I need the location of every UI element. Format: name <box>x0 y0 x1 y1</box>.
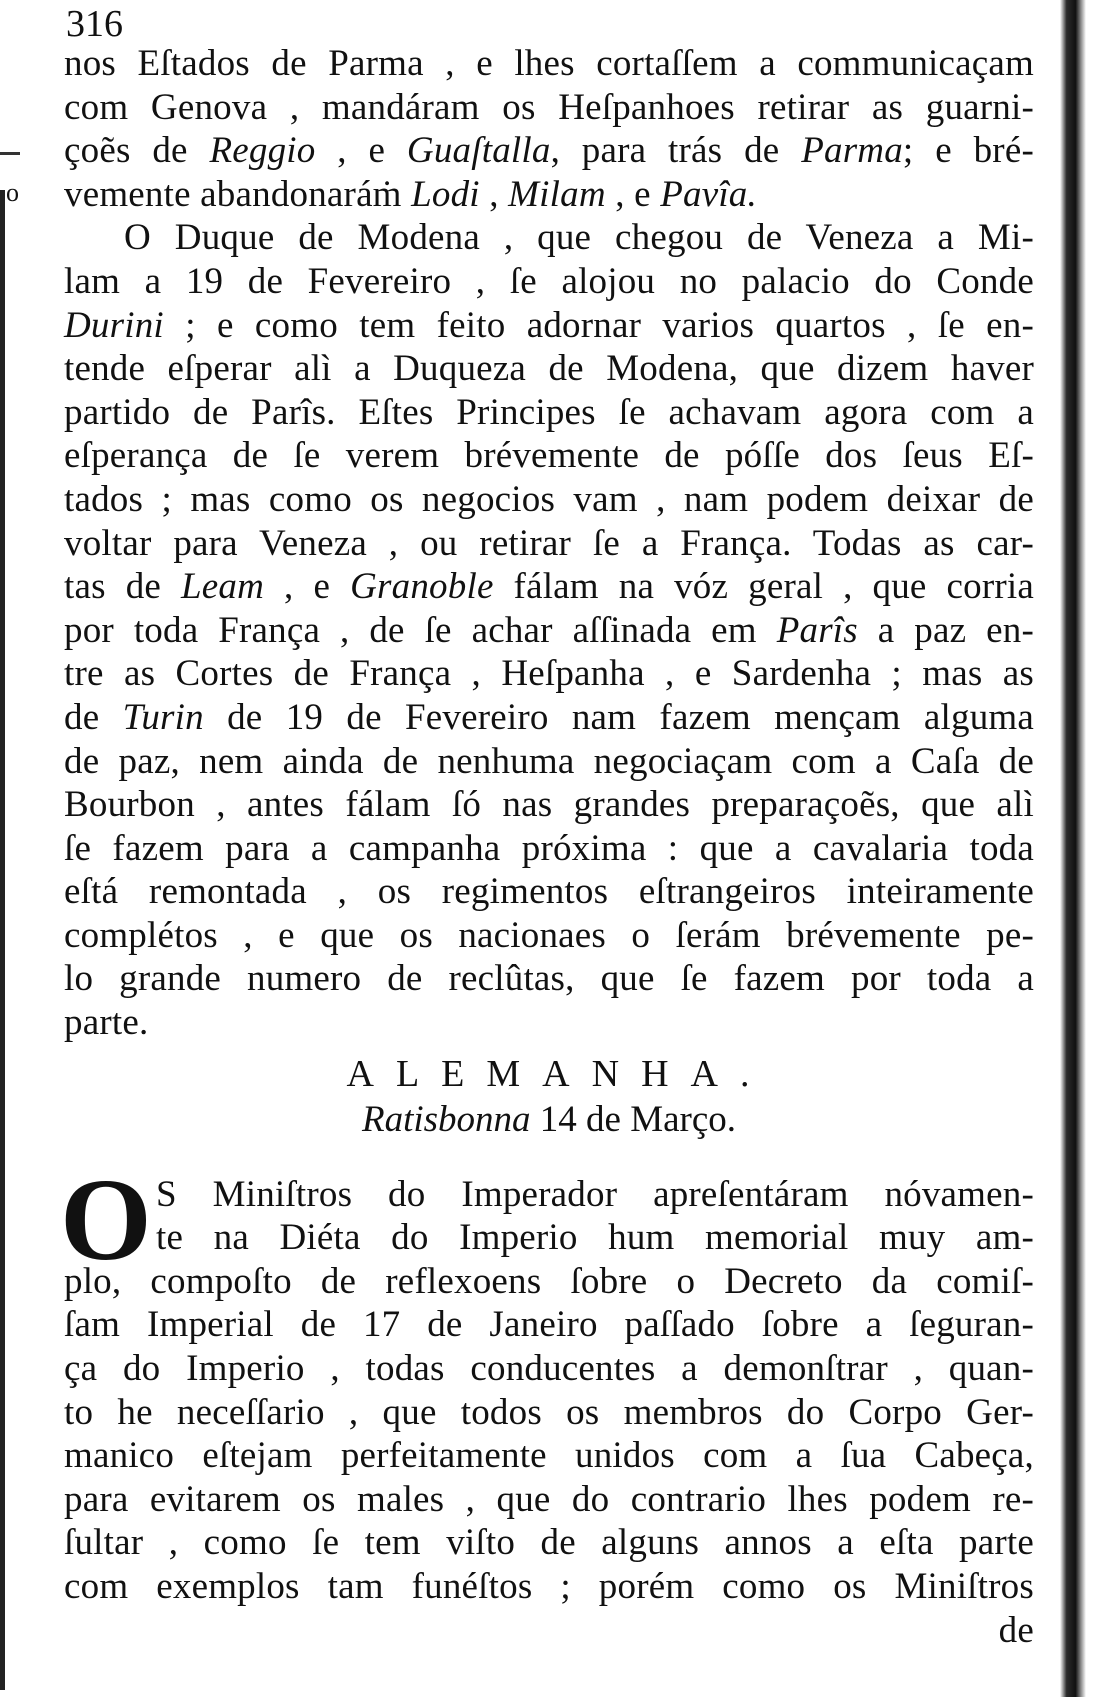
text-run: O Duque de Modena , que chegou de Veneza a Mi- <box>124 217 1034 259</box>
text-line <box>64 1216 1034 1260</box>
text-line <box>64 696 1034 740</box>
text-run: parte. <box>64 1002 149 1044</box>
italic-text: Lodi <box>411 173 480 215</box>
text-run: de <box>64 696 123 738</box>
text-line <box>64 260 1034 304</box>
text-run: lam a 19 de Fevereiro , ſe alojou no palacio do Conde <box>64 260 1034 302</box>
italic-text: Parma <box>801 130 903 172</box>
text-run: ça do Imperio , todas conducentes a demonſtrar , quan- <box>64 1348 1034 1390</box>
text-line <box>64 1478 1034 1522</box>
text-run: ; e bré- <box>902 130 1034 172</box>
italic-text: Durini <box>64 304 164 346</box>
text-run: a paz en- <box>857 609 1034 651</box>
text-line <box>64 347 1034 391</box>
text-run: tende eſperar alì a Duqueza de Modena, que dizem haver <box>64 348 1034 390</box>
text-line <box>64 740 1034 784</box>
text-line <box>64 957 1034 1001</box>
catchword: de <box>998 1609 1034 1651</box>
text-run: ſultar , como ſe tem viſto de alguns annos a eſta parte <box>64 1522 1034 1564</box>
text-run: eſperança de ſe verem brévemente de póſſe dos ſeus Eſ- <box>64 435 1034 477</box>
text-line <box>64 304 1034 348</box>
paragraph-alemanha <box>60 1153 1034 1609</box>
text-run: manico eſtejam perfeitamente unidos com a ſua Cabeça, <box>64 1435 1034 1477</box>
text-run: tados ; mas como os negocios vam , nam podem deixar de <box>64 478 1034 520</box>
text-line <box>64 1391 1034 1435</box>
text-line <box>64 434 1034 478</box>
text-line <box>64 827 1034 871</box>
italic-text: Reggio <box>209 130 316 172</box>
text-run: fálam na vóz geral , que corria <box>493 566 1034 608</box>
text-run: te na Diéta do Imperio hum memorial muy am- <box>156 1217 1034 1259</box>
text-run: , <box>479 173 509 215</box>
italic-text: Granoble <box>350 566 494 608</box>
text-run: vemente abandonaráṁ <box>64 173 412 215</box>
text-line <box>64 870 1034 914</box>
text-run: voltar para Veneza , ou retirar ſe a França. Todas as car- <box>64 522 1034 564</box>
text-run: to he neceſſario , que todos os membros do Corpo Ger- <box>64 1391 1034 1433</box>
text-run: ſe fazem para a campanha próxima : que a cavalaria toda <box>64 827 1034 869</box>
text-line <box>64 1521 1034 1565</box>
text-run: para evitarem os males , que do contrario lhes podem re- <box>64 1478 1034 1520</box>
text-column <box>60 42 1034 1652</box>
text-run: , para trás de <box>550 130 802 172</box>
text-run: , e <box>605 173 661 215</box>
text-line <box>64 129 1034 173</box>
text-run: com Genova , mandáram os Heſpanhoes retirar as guarni- <box>64 86 1034 128</box>
page-right-shadow <box>1060 0 1086 1697</box>
drop-cap: O <box>60 1153 152 1285</box>
text-line <box>64 652 1034 696</box>
text-line <box>64 1347 1034 1391</box>
italic-text: Pavîa. <box>660 173 757 215</box>
margin-o-mark: o <box>6 178 19 207</box>
text-run: nos Eſtados de Parma , e lhes cortaſſem a communicaçam <box>64 43 1034 84</box>
text-line <box>64 609 1034 653</box>
text-line <box>64 1001 1034 1045</box>
text-line <box>64 42 1034 86</box>
text-run: S Miniſtros do Imperador apreſentáram nóvamen- <box>156 1173 1034 1215</box>
text-run: tas de <box>64 566 182 608</box>
text-run: com exemplos tam funéſtos ; porém como os Miniſtros <box>64 1566 1034 1607</box>
text-run: plo, compoſto de reflexoens ſobre o Decreto da comiſ- <box>64 1260 1034 1302</box>
italic-text: Turin <box>122 696 204 738</box>
text-run: de 19 de Fevereiro nam fazem mençam alguma <box>203 696 1034 738</box>
text-line <box>64 783 1034 827</box>
text-line <box>64 914 1034 958</box>
page-left-shadow <box>0 190 5 1690</box>
italic-text: Leam <box>181 566 265 608</box>
italic-text: Milam <box>508 173 606 215</box>
text-line <box>64 216 1034 260</box>
text-line <box>64 1434 1034 1478</box>
text-run: ſam Imperial de 17 de Janeiro paſſado ſobre a ſeguran- <box>64 1304 1034 1346</box>
text-line <box>64 86 1034 130</box>
text-run: tre as Cortes de França , Heſpanha , e Sardenha ; mas as <box>64 653 1034 695</box>
text-run: çoẽs de <box>64 130 210 172</box>
section-dateline <box>64 1097 1034 1143</box>
paragraph-alemanha-lines <box>64 1173 1034 1609</box>
text-line <box>64 478 1034 522</box>
page-number: 316 <box>66 3 123 45</box>
section-heading: ALEMANHA. <box>346 1052 772 1095</box>
italic-text: Parîs <box>776 609 858 651</box>
text-line <box>64 565 1034 609</box>
text-run: complétos , e que os nacionaes o ſerám brévemente pe- <box>64 914 1034 956</box>
text-run: eſtá remontada , os regimentos eſtrangeiros inteiramente <box>64 871 1034 913</box>
text-line <box>64 522 1034 566</box>
text-run: por toda França , de ſe achar aſſinada em <box>64 609 777 651</box>
text-run: partido de Parîs. Eſtes Principes ſe achavam agora com a <box>64 391 1034 433</box>
text-line <box>64 1303 1034 1347</box>
text-line <box>64 391 1034 435</box>
paragraph-parma <box>64 42 1034 216</box>
dateline-date: 14 de Março. <box>530 1098 737 1140</box>
text-run: , e <box>315 130 407 172</box>
text-line <box>64 1565 1034 1609</box>
paragraph-modena <box>64 216 1034 1044</box>
text-run: ; e como tem feito adornar varios quartos , ſe en- <box>163 304 1034 346</box>
text-run: de paz, nem ainda de nenhuma negociaçam com a Caſa de <box>64 740 1034 782</box>
text-line <box>64 173 1034 217</box>
text-run: , e <box>264 566 351 608</box>
text-run: lo grande numero de reclûtas, que ſe fazem por toda a <box>64 958 1034 1000</box>
text-line <box>64 1173 1034 1217</box>
dateline-place: Ratisbonna <box>361 1098 531 1140</box>
italic-text: Guaſtalla <box>406 130 551 172</box>
margin-dash-mark <box>0 152 20 155</box>
text-run: Bourbon , antes fálam ſó nas grandes preparaçoẽs, que alì <box>64 784 1034 826</box>
text-line <box>64 1260 1034 1304</box>
